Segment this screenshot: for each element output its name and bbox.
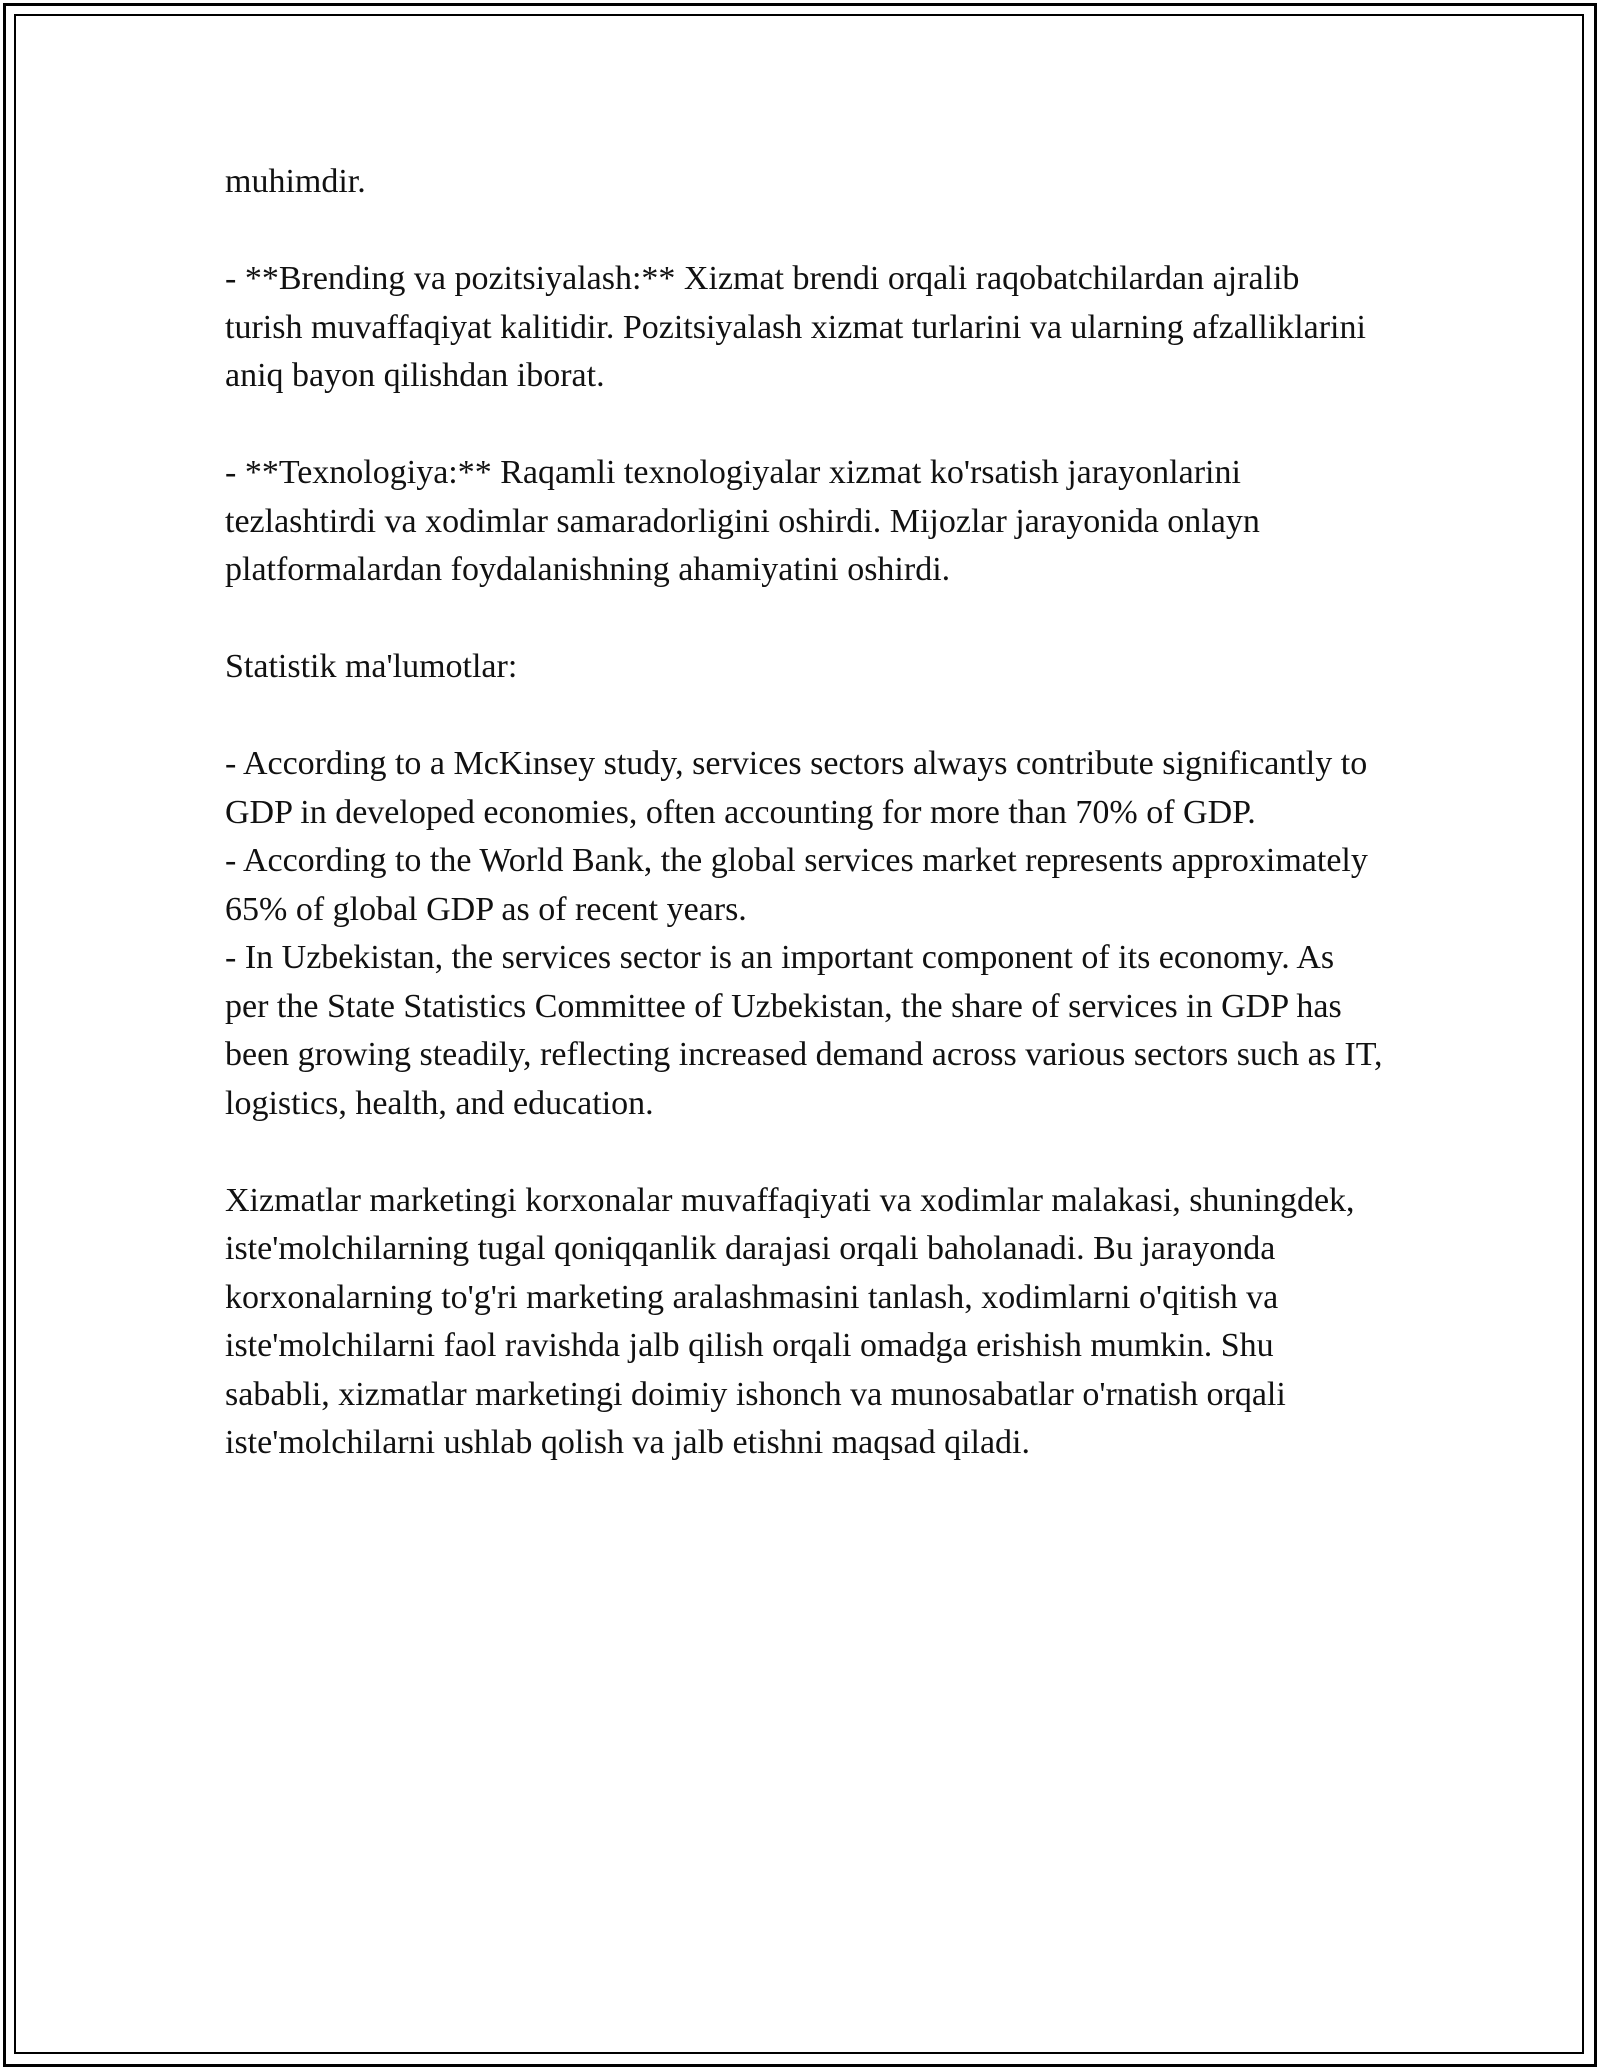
statistics-list (225, 740, 1385, 1128)
statistics-item-mckinsey: - According to a McKinsey study, services sectors always contribute significantly to GDP in developed economies, often accounting for more than 70% of GDP. (225, 745, 1368, 831)
document-body (225, 158, 1385, 1516)
paragraph-branding: - **Brending va pozitsiyalash:** Xizmat brendi orqali raqobatchilardan ajralib turish muvaffaqiyat kalitidir. Pozitsiyalash xizmat turlarini va ularning afzalliklarini aniq bayon qilishdan iborat. (225, 260, 1366, 394)
paragraph-continuation: muhimdir. (225, 163, 366, 200)
statistics-item-world-bank: - According to the World Bank, the global services market represents approximately 65% of global GDP as of recent years. (225, 842, 1368, 928)
paragraph-technology: - **Texnologiya:** Raqamli texnologiyalar xizmat ko'rsatish jarayonlarini tezlashtirdi va xodimlar samaradorligini oshirdi. Mijozlar jarayonida onlayn platformalardan foydalanishning ahamiyatini oshirdi. (225, 454, 1260, 588)
paragraph-conclusion: Xizmatlar marketingi korxonalar muvaffaqiyati va xodimlar malakasi, shuningdek, iste'molchilarning tugal qoniqqanlik darajasi orqali baholanadi. Bu jarayonda korxonalarning to'g'ri marketing aralashmasini tanlash, xodimlarni o'qitish va iste'molchilarni faol ravishda jalb qilish orqali omadga erishish mumkin. Shu sababli, xizmatlar marketingi doimiy ishonch va munosabatlar o'rnatish orqali iste'molchilarni ushlab qolish va jalb etishni maqsad qiladi. (225, 1181, 1355, 1461)
statistics-heading: Statistik ma'lumotlar: (225, 648, 518, 685)
statistics-item-uzbekistan: - In Uzbekistan, the services sector is an important component of its economy. As per the State Statistics Committee of Uzbekistan, the share of services in GDP has been growing steadily, reflecting increased demand across various sectors such as IT, logistics, health, and education. (225, 939, 1383, 1122)
